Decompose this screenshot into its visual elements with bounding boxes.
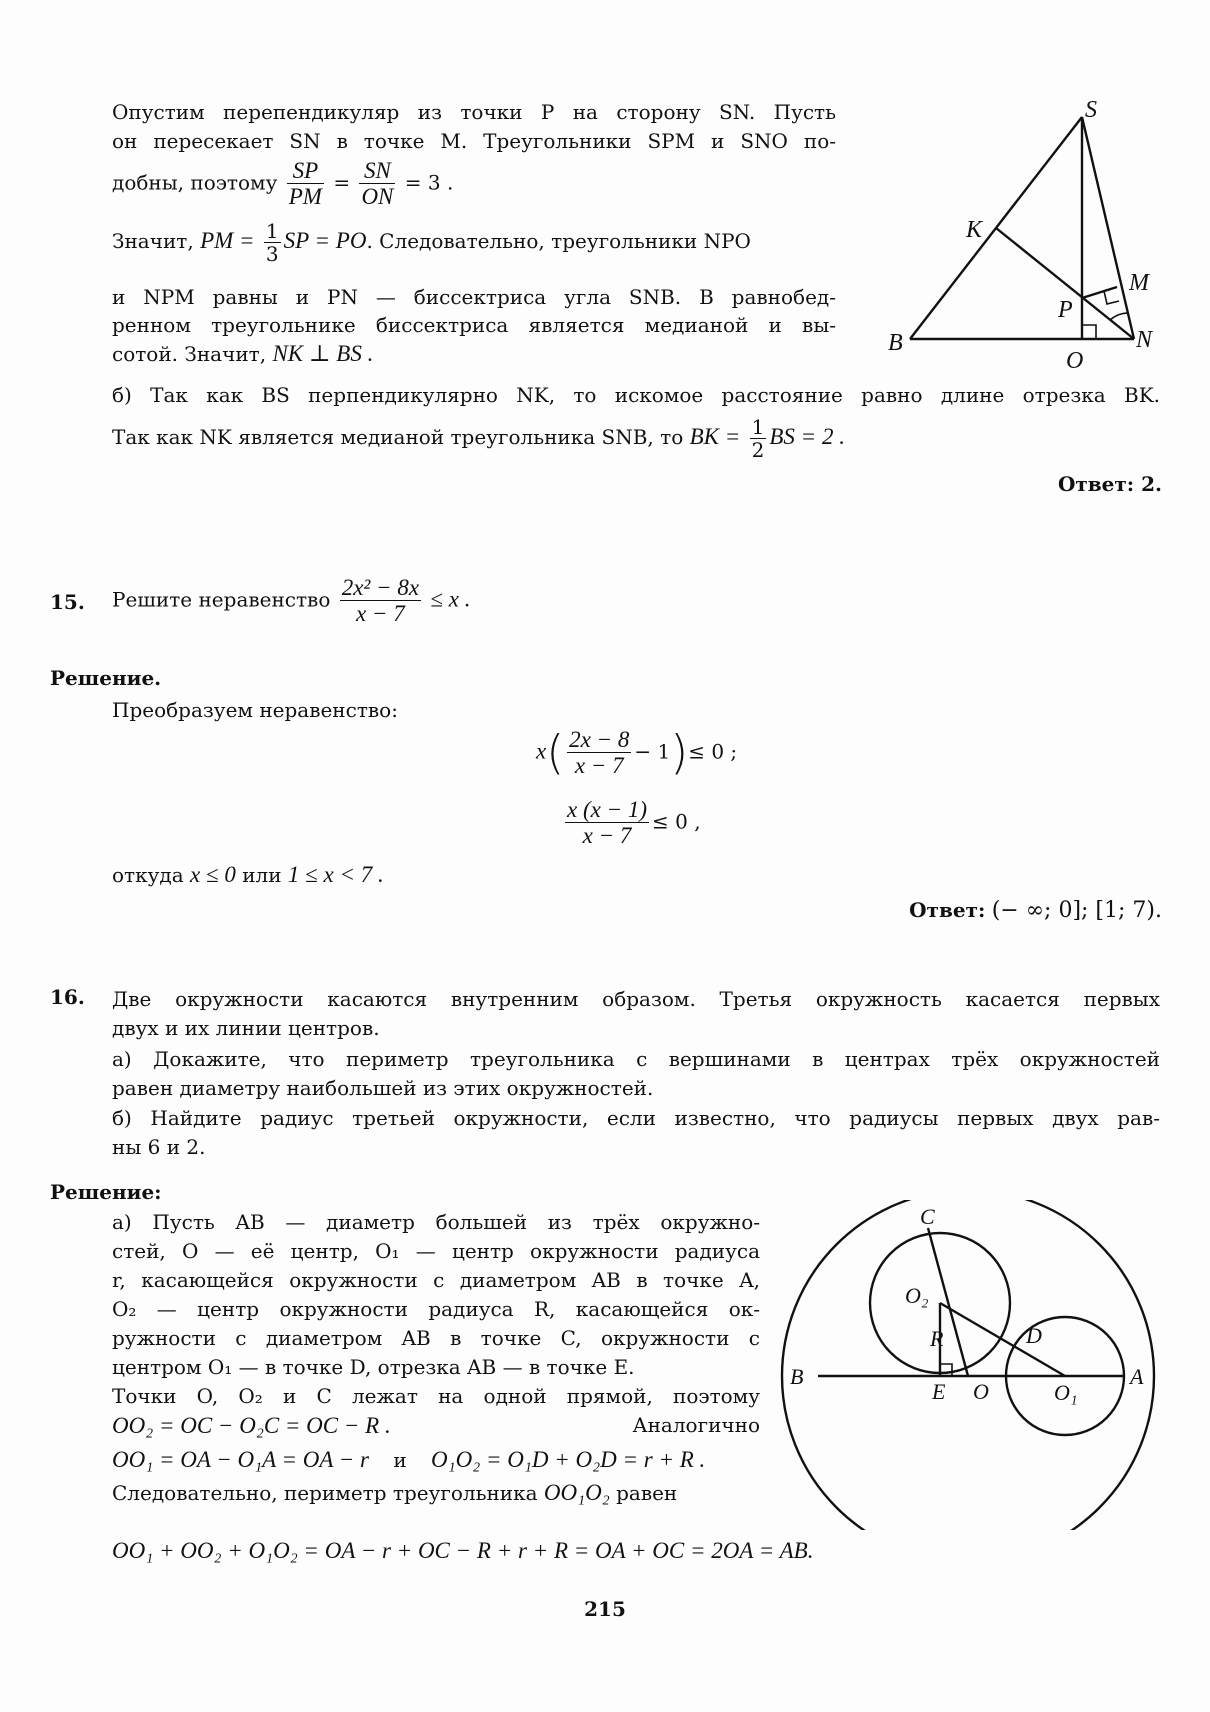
line-co <box>928 1228 968 1376</box>
fraction-step1: $\frac{2x - 8}{x - 7}$ <box>569 727 630 779</box>
p14-line3 <box>112 158 836 210</box>
triangle-figure <box>880 95 1180 375</box>
answer-label: Ответ: <box>909 898 986 922</box>
fraction-one-half: $\frac{1}{2}$ <box>751 415 765 462</box>
label-b: B <box>790 1364 804 1389</box>
label-d: D <box>1026 1323 1042 1348</box>
p14-text: Так как NK является медианой треугольника SNB, то <box>112 425 684 449</box>
label-o: O <box>1066 348 1084 374</box>
p16-formula: OO₁ = OA − O₁A = OA − r <box>112 1447 369 1472</box>
big-circle <box>782 1200 1154 1530</box>
p15-text: Решите неравенство <box>112 587 331 612</box>
p15-intro: Преобразуем неравенство: <box>112 698 398 722</box>
p14-text: . Следовательно, треугольники NPO <box>366 229 751 253</box>
fraction-step2: $\frac{x (x - 1)}{x - 7}$ <box>567 797 648 849</box>
p14-text: сотой. Значит, <box>112 342 267 366</box>
p15-formula: x <box>536 738 547 764</box>
p16-task-line6: ны 6 и 2. <box>112 1135 206 1159</box>
angle-arc-n <box>1110 313 1128 320</box>
p15-text: или <box>242 863 282 887</box>
p14-part-b-line1: б) Так как BS перпендикулярно NK, то искомое расстояние равно длине отрезка BK. <box>112 383 1160 407</box>
label-r: R <box>930 1326 944 1351</box>
p16-text: равен <box>616 1481 678 1505</box>
p15-result <box>112 860 384 890</box>
label-o1: O₁ <box>1054 1380 1078 1405</box>
p16-sol-line8 <box>112 1411 760 1441</box>
label-p: P <box>1058 297 1073 323</box>
fraction-inequality: $\frac{\text{2x² − 8x}}{x - 7}$ <box>341 575 420 627</box>
page-number: 215 <box>584 1597 626 1621</box>
p16-sol-line9 <box>112 1445 772 1475</box>
p15-step2 <box>562 797 701 849</box>
p16-task-line4: равен диаметру наибольшей из этих окружностей. <box>112 1076 654 1100</box>
p15-formula: ≤ 0 ; <box>688 739 738 764</box>
p14-formula: SP = PO <box>283 228 367 253</box>
p16-task-line3: а) Докажите, что периметр треугольника с вершинами в центрах трёх окружностей <box>112 1047 1160 1071</box>
label-a: A <box>1130 1364 1144 1389</box>
p16-sol-line4: O₂ — центр окружности радиуса R, касающейся ок- <box>112 1297 760 1321</box>
problem-15-number: 15. <box>50 590 85 614</box>
p14-line4 <box>112 220 836 265</box>
p16-text: Следовательно, периметр треугольника <box>112 1481 538 1505</box>
label-o: O <box>973 1379 989 1404</box>
p16-formula: O₁O₂ = O₁D + O₂D = r + R . <box>431 1447 706 1472</box>
p14-line2: он пересекает SN в точке M. Треугольники SPM и SNO по- <box>112 129 836 153</box>
p14-formula: NK ⊥ BS . <box>272 341 374 366</box>
label-b: B <box>888 330 903 356</box>
p16-text: Аналогично <box>632 1413 760 1437</box>
p16-sol-line6: центром O₁ — в точке D, отрезка AB — в точке E. <box>112 1355 635 1379</box>
label-s: S <box>1085 97 1097 123</box>
label-e: E <box>932 1379 946 1404</box>
p15-step1 <box>536 727 737 779</box>
side-sn <box>1082 117 1134 339</box>
p14-answer: Ответ: 2. <box>1057 472 1162 496</box>
p16-task-line1: Две окружности касаются внутренним образом. Третья окружность касается первых <box>112 987 1160 1011</box>
p15-formula: ≤ 0 , <box>652 809 701 834</box>
p14-line6: ренном треугольнике биссектриса является медианой и вы- <box>112 313 836 337</box>
right-angle-o <box>1082 325 1096 339</box>
p16-formula: OO₁ + OO₂ + O₁O₂ = OA − r + OC − R + r + R = OA + OC = 2OA = AB. <box>112 1538 814 1563</box>
p16-task-line2: двух и их линии центров. <box>112 1016 380 1040</box>
p14-text: = 3 . <box>404 170 454 195</box>
p15-task <box>112 575 471 627</box>
p16-sol-line7: Точки O, O₂ и C лежат на одной прямой, поэтому <box>112 1384 760 1408</box>
p16-sol-line3: r, касающейся окружности с диаметром AB в точке A, <box>112 1268 760 1292</box>
p15-text: откуда <box>112 863 184 887</box>
p16-sol-line5: ружности с диаметром AB в точке C, окружности с <box>112 1326 760 1350</box>
p16-sol-line10 <box>112 1478 772 1508</box>
p14-formula: BS = 2 . <box>769 424 845 449</box>
p16-formula: OO₂ = OC − O₂C = OC − R . <box>112 1413 391 1438</box>
label-c: C <box>920 1204 935 1229</box>
p16-sol-line1: а) Пусть AB — диаметр большей из трёх окружно- <box>112 1210 760 1234</box>
paren-right: ) <box>670 725 689 780</box>
paren-left: ( <box>546 725 565 780</box>
p14-line7 <box>112 339 836 369</box>
problem-16-number: 16. <box>50 985 85 1009</box>
fraction-sn-on: $\frac{SN}{ON}$ <box>361 158 394 210</box>
p15-solution-heading: Решение. <box>50 666 162 690</box>
p16-sol-line11 <box>112 1536 1112 1566</box>
p15-formula: 1 ≤ x < 7 . <box>287 862 384 887</box>
p14-text: Значит, <box>112 229 194 253</box>
label-k: K <box>966 217 983 243</box>
p14-line5: и NPM равны и PN — биссектриса угла SNB. В равнобед- <box>112 285 836 309</box>
p14-formula: PM = <box>200 228 255 253</box>
p14-text: добны, поэтому <box>112 170 278 195</box>
p16-sol-line2: стей, O — её центр, O₁ — центр окружности радиуса <box>112 1239 760 1263</box>
p14-formula: BK = <box>689 424 741 449</box>
p14-part-b-line2 <box>112 416 1160 461</box>
p16-formula: OO₁O₂ <box>543 1480 610 1505</box>
label-m: M <box>1129 270 1149 296</box>
fraction-sp-pm: $\frac{SP}{PM}$ <box>288 158 322 210</box>
p14-line1: Опустим перепендикуляр из точки P на сторону SN. Пусть <box>112 100 836 124</box>
answer-value: (− ∞; 0]; [1; 7). <box>991 898 1162 923</box>
p15-formula: x ≤ 0 <box>189 862 236 887</box>
p15-answer <box>909 896 1162 925</box>
p16-solution-heading: Решение: <box>50 1180 162 1204</box>
p15-formula: − 1 <box>634 739 671 764</box>
p16-task-line5: б) Найдите радиус третьей окружности, если известно, что радиусы первых двух рав- <box>112 1106 1160 1130</box>
right-angle-e <box>940 1364 952 1376</box>
perpendicular-pm <box>1082 287 1117 298</box>
p15-formula: ≤ x . <box>430 586 471 612</box>
eq-sign: = <box>333 170 351 195</box>
circles-figure <box>780 1200 1180 1530</box>
label-n: N <box>1136 327 1153 353</box>
p16-text: и <box>393 1448 407 1472</box>
label-o2: O₂ <box>905 1283 929 1308</box>
right-angle-m <box>1104 291 1119 304</box>
fraction-one-third: $\frac{1}{3}$ <box>265 219 279 266</box>
